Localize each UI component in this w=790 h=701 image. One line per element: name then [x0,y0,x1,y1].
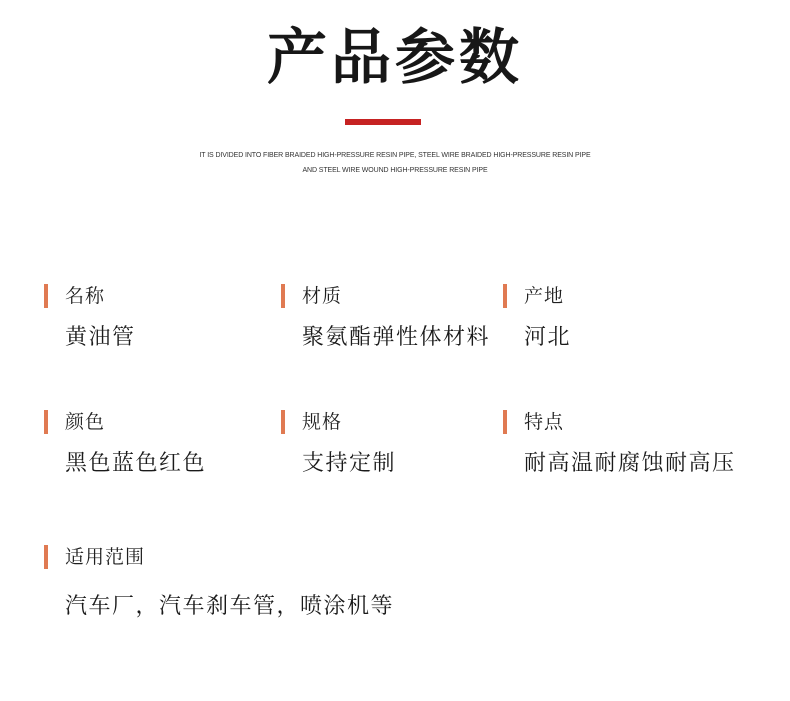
param-label: 产地 [524,285,565,307]
label-accent-bar [503,410,507,434]
label-accent-bar [281,284,285,308]
page-title: 产品参数 [267,23,523,93]
subtitle-line-1: IT IS DIVIDED INTO FIBER BRAIDED HIGH-PRESSURE RESIN PIPE, STEEL WIRE BRAIDED HIGH-PRESSURE RESIN PIPE [199,152,591,159]
param-value: 聚氨酯弹性体材料 [302,325,491,350]
param-label: 颜色 [65,411,106,433]
subtitle-line-2: AND STEEL WIRE WOUND HIGH-PRESSURE RESIN PIPE [302,167,488,174]
param-value: 黄油管 [65,325,136,350]
param-label: 材质 [302,285,343,307]
param-label: 适用范围 [65,546,146,568]
param-value: 汽车厂，汽车刹车管，喷涂机等 [65,594,395,619]
label-accent-bar [44,410,48,434]
param-value: 黑色蓝色红色 [65,451,207,476]
label-accent-bar [281,410,285,434]
param-value: 耐高温耐腐蚀耐高压 [524,451,736,476]
param-value: 支持定制 [302,451,397,476]
label-accent-bar [44,545,48,569]
param-label: 特点 [524,411,565,433]
param-label: 名称 [65,285,106,307]
label-accent-bar [503,284,507,308]
param-label: 规格 [302,411,343,433]
title-underline [345,119,421,125]
label-accent-bar [44,284,48,308]
param-value: 河北 [524,325,572,350]
